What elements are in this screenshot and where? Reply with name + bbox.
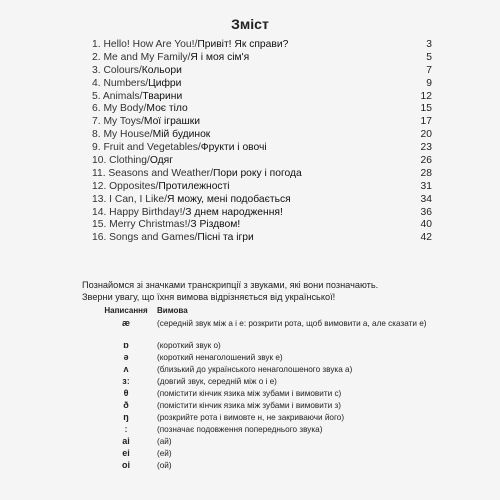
- transcription-symbol: æ: [121, 318, 130, 328]
- transcription-symbol: θ: [123, 388, 129, 398]
- toc-title-english: 1. Hello! How Are You!/: [92, 39, 198, 50]
- transcription-symbol: oi: [122, 460, 130, 470]
- toc-title-ukrainian: Протилежності: [158, 180, 230, 192]
- toc-item-title: [92, 168, 302, 181]
- toc-title-english: 16. Songs and Games/: [92, 232, 198, 244]
- toc-title-ukrainian: Пісні та ігри: [197, 232, 254, 244]
- transcription-symbol: ː: [124, 424, 128, 434]
- page-title: Зміст: [231, 16, 269, 32]
- toc-title-ukrainian: З днем народження!: [185, 206, 283, 218]
- transcription-symbol: ɜː: [122, 376, 130, 386]
- toc-title-english: 11. Seasons and Weather/: [92, 167, 213, 179]
- header-symbol: Написання: [104, 306, 148, 315]
- transcription-pronunciation: (короткий ненаголошений звук е): [157, 353, 283, 362]
- transcription-row: [95, 412, 455, 424]
- toc-title-english: 3. Colours/: [92, 64, 142, 76]
- toc-page-number: 17: [420, 116, 432, 128]
- toc-title-english: 6. My Body/: [92, 103, 147, 115]
- toc-page-number: 28: [420, 167, 432, 179]
- transcription-pronunciation: (помістити кінчик язика між зубами і вимовити с): [157, 389, 342, 398]
- toc-title-english: 7. My Toys/: [92, 116, 144, 128]
- toc-title-english: 12. Opposites/: [92, 180, 159, 192]
- toc-title-ukrainian: Я можу, мені подобається: [166, 193, 291, 205]
- toc-item-title: [92, 116, 200, 129]
- intro-line-1: Познайомся зі значками транскрипції з звуками, які вони позначають.: [82, 280, 379, 290]
- toc-page-number: 15: [420, 103, 432, 115]
- toc-item: [92, 142, 432, 155]
- toc-item: [92, 155, 432, 168]
- toc-item-title: [92, 207, 283, 220]
- intro-line-2: Зверни увагу, що їхня вимова відрізняється від української!: [82, 292, 336, 302]
- toc-page-number: 5: [426, 51, 432, 63]
- transcription-row: [95, 352, 455, 364]
- transcription-symbol: ŋ: [123, 412, 129, 422]
- toc-title-ukrainian: Я і моя сім'я: [190, 51, 250, 63]
- toc-title-english: 9. Fruit and Vegetables/: [92, 142, 201, 154]
- toc-item: [92, 207, 432, 220]
- toc-title-ukrainian: Привіт! Як справи?: [197, 39, 289, 50]
- transcription-row: [95, 460, 455, 472]
- toc-title-ukrainian: Пори року і погода: [212, 167, 302, 179]
- toc-page-number: 3: [426, 39, 432, 50]
- toc-title-ukrainian: Мій будинок: [152, 129, 211, 141]
- toc-item: [92, 65, 432, 78]
- transcription-pronunciation: (позначає подовження попереднього звука): [157, 425, 323, 434]
- toc-title-english: 2. Me and My Family/: [92, 51, 191, 63]
- toc-title-english: 5. Animals/: [92, 90, 143, 102]
- toc-item: [92, 91, 432, 104]
- transcription-pronunciation: (ай): [157, 437, 172, 446]
- toc-item-title: [92, 39, 288, 52]
- toc-title-english: 14. Happy Birthday!/: [92, 206, 186, 218]
- toc-item-title: [92, 232, 254, 245]
- toc-page-number: 36: [420, 206, 432, 218]
- toc-item: [92, 219, 432, 232]
- transcription-symbol: ə: [123, 352, 129, 362]
- toc-item-title: [92, 155, 173, 168]
- toc-item: [92, 232, 432, 245]
- transcription-row: [95, 340, 455, 352]
- toc-page-number: 23: [420, 142, 432, 154]
- header-pronunciation: Вимова: [157, 306, 188, 315]
- toc-item: [92, 116, 432, 129]
- transcription-symbol: ð: [123, 400, 129, 410]
- toc-page-number: 26: [420, 155, 432, 167]
- transcription-pronunciation: (ей): [157, 449, 172, 458]
- transcription-row: [95, 424, 455, 436]
- toc-item-title: [92, 52, 249, 65]
- toc-title-english: 13. I Can, I Like/: [92, 193, 167, 205]
- toc-item-title: [92, 91, 182, 104]
- toc-title-ukrainian: З Різдвом!: [190, 219, 241, 231]
- transcription-pronunciation: (помістити кінчик язика між зубами і вимовити з): [157, 401, 341, 410]
- transcription-row: [95, 436, 455, 448]
- toc-item: [92, 52, 432, 65]
- transcription-row: [95, 448, 455, 460]
- toc-page-number: 12: [420, 90, 432, 102]
- toc-page-number: 42: [420, 232, 432, 244]
- toc-page-number: 40: [420, 219, 432, 231]
- toc-title-english: 4. Numbers/: [92, 77, 149, 89]
- toc-item-title: [92, 103, 188, 116]
- toc-item-title: [92, 78, 181, 91]
- transcription-pronunciation: (довгий звук, середній між о і е): [157, 377, 277, 386]
- transcription-symbol: ʌ: [123, 364, 129, 374]
- toc-title-ukrainian: Мої іграшки: [143, 116, 201, 128]
- toc-title-ukrainian: Кольори: [141, 64, 182, 76]
- toc-title-ukrainian: Одяг: [149, 155, 173, 167]
- transcription-pronunciation: (ой): [157, 461, 172, 470]
- transcription-row: [95, 388, 455, 400]
- toc-item: [92, 129, 432, 142]
- transcription-row: [95, 364, 455, 376]
- toc-item: [92, 78, 432, 91]
- toc-page-number: 7: [426, 64, 432, 76]
- transcription-pronunciation: (розкрийте рота і вимовте н, не закриваючи його): [157, 413, 345, 422]
- toc-item: [92, 194, 432, 207]
- transcription-symbol: ei: [122, 448, 130, 458]
- toc-item-title: [92, 65, 182, 78]
- toc-item: [92, 181, 432, 194]
- toc-title-ukrainian: Тварини: [142, 90, 183, 102]
- toc-title-english: 10. Clothing/: [92, 155, 150, 167]
- toc-page-number: 20: [420, 129, 432, 141]
- toc-page-number: 34: [420, 193, 432, 205]
- transcription-header: [95, 306, 455, 318]
- toc-item-title: [92, 194, 291, 207]
- toc-page-number: 9: [426, 77, 432, 89]
- transcription-pronunciation: (близький до українського ненаголошеного звука а): [157, 365, 353, 374]
- transcription-row: [95, 376, 455, 388]
- toc-title-ukrainian: Фрукти і овочі: [200, 142, 267, 154]
- transcription-pronunciation: (середній звук між а і е: розкрити рота, щоб вимовити а, але сказати е): [157, 319, 427, 328]
- toc-title-ukrainian: Цифри: [148, 77, 182, 89]
- transcription-symbol: ɒ: [123, 340, 129, 350]
- toc-item-title: [92, 142, 267, 155]
- toc-item-title: [92, 219, 240, 232]
- toc-page-number: 31: [420, 180, 432, 192]
- toc-title-ukrainian: Моє тіло: [146, 103, 188, 115]
- toc-item: [92, 39, 432, 52]
- transcription-row: [95, 400, 455, 412]
- toc-title-english: 15. Merry Christmas!/: [92, 219, 191, 231]
- toc-item: [92, 103, 432, 116]
- toc-item-title: [92, 129, 210, 142]
- transcription-symbol: ai: [122, 436, 130, 446]
- intro-text: [82, 279, 442, 303]
- transcription-table: [95, 306, 455, 472]
- toc-item: [92, 168, 432, 181]
- transcription-row: [95, 318, 455, 340]
- toc-title-english: 8. My House/: [92, 129, 153, 141]
- transcription-pronunciation: (короткий звук о): [157, 341, 221, 350]
- table-of-contents: [92, 39, 432, 245]
- toc-item-title: [92, 181, 230, 194]
